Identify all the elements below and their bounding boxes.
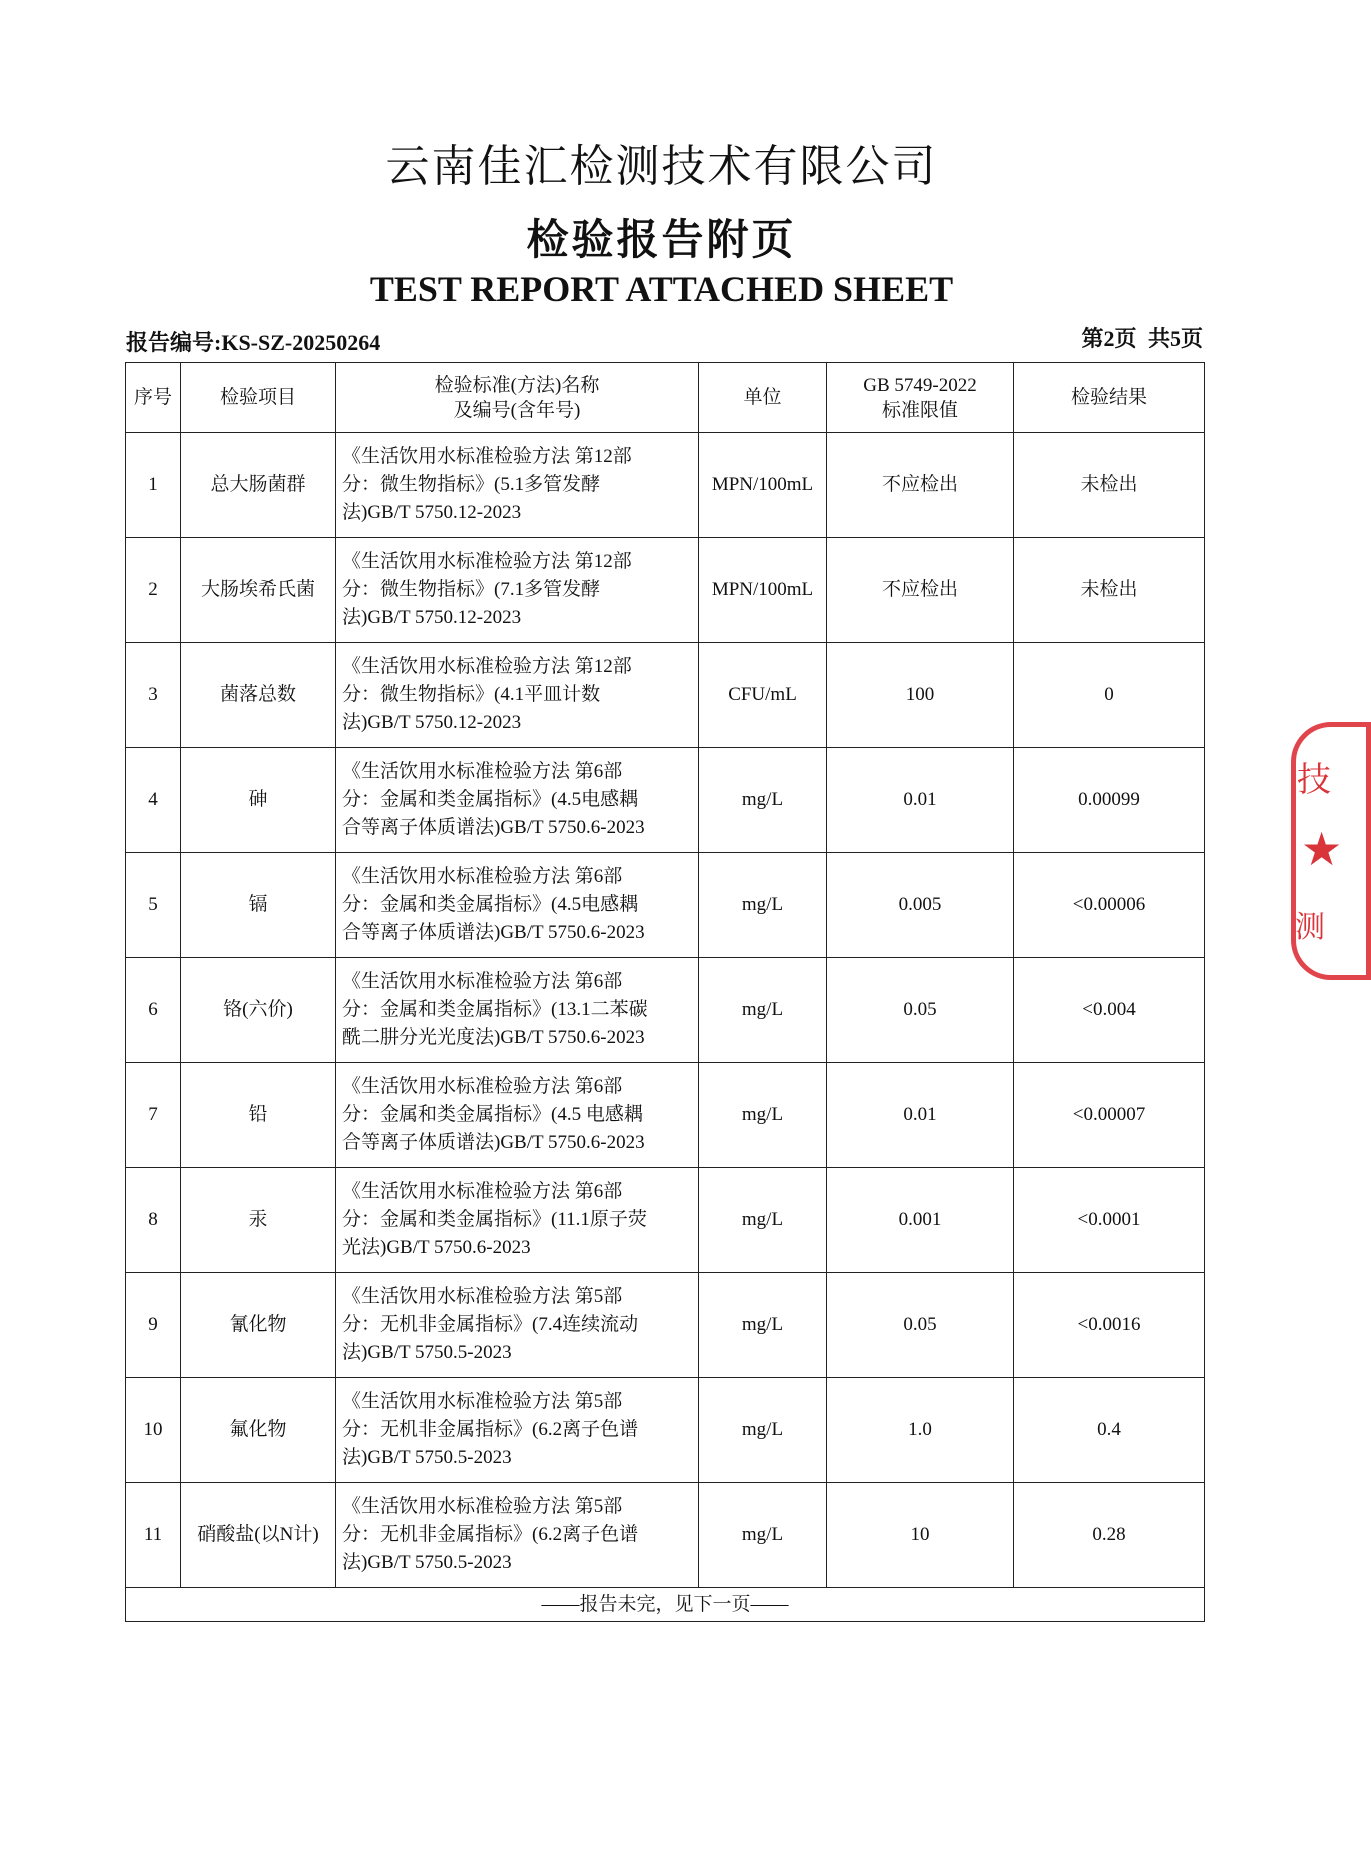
seal-char-bottom: 测 <box>1295 910 1325 945</box>
cell-limit: 不应检出 <box>827 433 1014 538</box>
cell-item: 菌落总数 <box>181 643 336 748</box>
method-line: 《生活饮用水标准检验方法 第12部 <box>342 656 632 677</box>
cell-method <box>336 1273 699 1378</box>
method-line: 合等离子体质谱法)GB/T 5750.6-2023 <box>342 817 645 838</box>
table-row <box>126 1378 1205 1483</box>
cell-limit: 0.01 <box>827 748 1014 853</box>
cell-result: <0.00007 <box>1014 1063 1205 1168</box>
cell-seq: 4 <box>126 748 181 853</box>
cell-result: 0.28 <box>1014 1483 1205 1588</box>
cell-seq: 5 <box>126 853 181 958</box>
table-row <box>126 853 1205 958</box>
cell-method <box>336 853 699 958</box>
method-line: 分：金属和类金属指标》(4.5电感耦 <box>342 894 639 915</box>
method-line: 法)GB/T 5750.5-2023 <box>342 1447 512 1468</box>
header-item: 检验项目 <box>181 363 336 433</box>
cell-unit: mg/L <box>699 958 827 1063</box>
header-method <box>336 363 699 433</box>
cell-method <box>336 1483 699 1588</box>
cell-result: 0 <box>1014 643 1205 748</box>
cell-limit: 100 <box>827 643 1014 748</box>
cell-result: <0.00006 <box>1014 853 1205 958</box>
cell-limit: 0.001 <box>827 1168 1014 1273</box>
cell-unit: CFU/mL <box>699 643 827 748</box>
header-unit: 单位 <box>699 363 827 433</box>
cell-result: 0.4 <box>1014 1378 1205 1483</box>
cell-limit: 0.05 <box>827 958 1014 1063</box>
method-line: 分：金属和类金属指标》(4.5电感耦 <box>342 789 639 810</box>
cell-item: 铬(六价) <box>181 958 336 1063</box>
cell-limit: 0.05 <box>827 1273 1014 1378</box>
method-line: 《生活饮用水标准检验方法 第12部 <box>342 551 632 572</box>
table-row <box>126 538 1205 643</box>
cell-unit: mg/L <box>699 1168 827 1273</box>
cell-method <box>336 958 699 1063</box>
company-name: 云南佳汇检测技术有限公司 <box>385 141 938 192</box>
header-limit <box>827 363 1014 433</box>
cell-result: 0.00099 <box>1014 748 1205 853</box>
cell-seq: 8 <box>126 1168 181 1273</box>
method-line: 法)GB/T 5750.5-2023 <box>342 1342 512 1363</box>
cell-unit: mg/L <box>699 853 827 958</box>
seal-char-top: 技 <box>1297 760 1331 800</box>
method-line: 《生活饮用水标准检验方法 第6部 <box>342 866 623 887</box>
cell-seq: 9 <box>126 1273 181 1378</box>
inspection-results-table <box>125 362 1205 1622</box>
method-line: 分：无机非金属指标》(6.2离子色谱 <box>342 1419 639 1440</box>
method-line: 分：无机非金属指标》(6.2离子色谱 <box>342 1524 639 1545</box>
cell-item: 大肠埃希氏菌 <box>181 538 336 643</box>
cell-item: 砷 <box>181 748 336 853</box>
table-row <box>126 1063 1205 1168</box>
method-line: 《生活饮用水标准检验方法 第5部 <box>342 1286 623 1307</box>
cell-seq: 6 <box>126 958 181 1063</box>
cell-result: <0.004 <box>1014 958 1205 1063</box>
page-indicator: 第2页 共5页 <box>1081 326 1203 351</box>
header-limit-line1: GB 5749-2022 <box>863 374 977 396</box>
cell-method <box>336 748 699 853</box>
header-limit-line2: 标准限值 <box>881 399 958 421</box>
method-line: 分：金属和类金属指标》(4.5 电感耦 <box>342 1104 643 1125</box>
method-line: 光法)GB/T 5750.6-2023 <box>342 1237 531 1258</box>
cell-limit: 10 <box>827 1483 1014 1588</box>
cell-unit: mg/L <box>699 1063 827 1168</box>
header-seq: 序号 <box>126 363 181 433</box>
table-row <box>126 643 1205 748</box>
header-method-line2: 及编号(含年号) <box>453 399 581 421</box>
cell-unit: MPN/100mL <box>699 433 827 538</box>
cell-limit: 0.005 <box>827 853 1014 958</box>
cell-seq: 10 <box>126 1378 181 1483</box>
method-line: 法)GB/T 5750.12-2023 <box>342 607 522 628</box>
table-body <box>126 433 1205 1622</box>
cell-method <box>336 1063 699 1168</box>
table-row <box>126 1273 1205 1378</box>
method-line: 法)GB/T 5750.12-2023 <box>342 712 522 733</box>
method-line: 《生活饮用水标准检验方法 第6部 <box>342 761 623 782</box>
method-line: 合等离子体质谱法)GB/T 5750.6-2023 <box>342 1132 645 1153</box>
method-line: 分：微生物指标》(5.1多管发酵 <box>342 474 601 495</box>
sheet-title-cn: 检验报告附页 <box>526 215 797 264</box>
cell-item: 总大肠菌群 <box>181 433 336 538</box>
cell-method <box>336 538 699 643</box>
seal-star-icon: ★ <box>1301 822 1343 876</box>
table-row <box>126 1483 1205 1588</box>
cell-unit: mg/L <box>699 1483 827 1588</box>
cell-item: 铅 <box>181 1063 336 1168</box>
method-line: 《生活饮用水标准检验方法 第5部 <box>342 1391 623 1412</box>
cell-method <box>336 433 699 538</box>
cell-seq: 11 <box>126 1483 181 1588</box>
sheet-title-en: TEST REPORT ATTACHED SHEET <box>369 269 954 309</box>
table-header-row <box>126 363 1205 433</box>
cell-item: 硝酸盐(以N计) <box>181 1483 336 1588</box>
table-row <box>126 958 1205 1063</box>
method-line: 分：微生物指标》(7.1多管发酵 <box>342 579 601 600</box>
cell-seq: 7 <box>126 1063 181 1168</box>
cell-result: 未检出 <box>1014 433 1205 538</box>
cell-result: <0.0016 <box>1014 1273 1205 1378</box>
table-footer-row <box>126 1588 1205 1622</box>
cell-unit: mg/L <box>699 1378 827 1483</box>
company-seal-stamp <box>1285 722 1345 980</box>
method-line: 分：金属和类金属指标》(11.1原子荧 <box>342 1209 647 1230</box>
cell-method <box>336 1378 699 1483</box>
method-line: 《生活饮用水标准检验方法 第6部 <box>342 971 623 992</box>
continuation-note: ——报告未完，见下一页—— <box>126 1588 1205 1622</box>
method-line: 法)GB/T 5750.12-2023 <box>342 502 522 523</box>
table-row <box>126 433 1205 538</box>
method-line: 《生活饮用水标准检验方法 第12部 <box>342 446 632 467</box>
header-method-line1: 检验标准(方法)名称 <box>434 374 600 396</box>
cell-method <box>336 1168 699 1273</box>
method-line: 分：微生物指标》(4.1平皿计数 <box>342 684 601 705</box>
cell-method <box>336 643 699 748</box>
cell-unit: mg/L <box>699 1273 827 1378</box>
cell-seq: 1 <box>126 433 181 538</box>
method-line: 《生活饮用水标准检验方法 第6部 <box>342 1076 623 1097</box>
cell-seq: 3 <box>126 643 181 748</box>
cell-unit: mg/L <box>699 748 827 853</box>
method-line: 合等离子体质谱法)GB/T 5750.6-2023 <box>342 922 645 943</box>
cell-limit: 0.01 <box>827 1063 1014 1168</box>
cell-unit: MPN/100mL <box>699 538 827 643</box>
table-row <box>126 748 1205 853</box>
header-result: 检验结果 <box>1014 363 1205 433</box>
cell-result: <0.0001 <box>1014 1168 1205 1273</box>
method-line: 法)GB/T 5750.5-2023 <box>342 1552 512 1573</box>
method-line: 酰二肼分光光度法)GB/T 5750.6-2023 <box>342 1027 645 1048</box>
method-line: 分：金属和类金属指标》(13.1二苯碳 <box>342 999 648 1020</box>
cell-item: 镉 <box>181 853 336 958</box>
cell-item: 氰化物 <box>181 1273 336 1378</box>
method-line: 《生活饮用水标准检验方法 第5部 <box>342 1496 623 1517</box>
table-row <box>126 1168 1205 1273</box>
cell-seq: 2 <box>126 538 181 643</box>
cell-limit: 1.0 <box>827 1378 1014 1483</box>
cell-item: 氟化物 <box>181 1378 336 1483</box>
cell-limit: 不应检出 <box>827 538 1014 643</box>
report-number: 报告编号:KS-SZ-20250264 <box>126 330 381 355</box>
method-line: 《生活饮用水标准检验方法 第6部 <box>342 1181 623 1202</box>
cell-result: 未检出 <box>1014 538 1205 643</box>
cell-item: 汞 <box>181 1168 336 1273</box>
method-line: 分：无机非金属指标》(7.4连续流动 <box>342 1314 639 1335</box>
